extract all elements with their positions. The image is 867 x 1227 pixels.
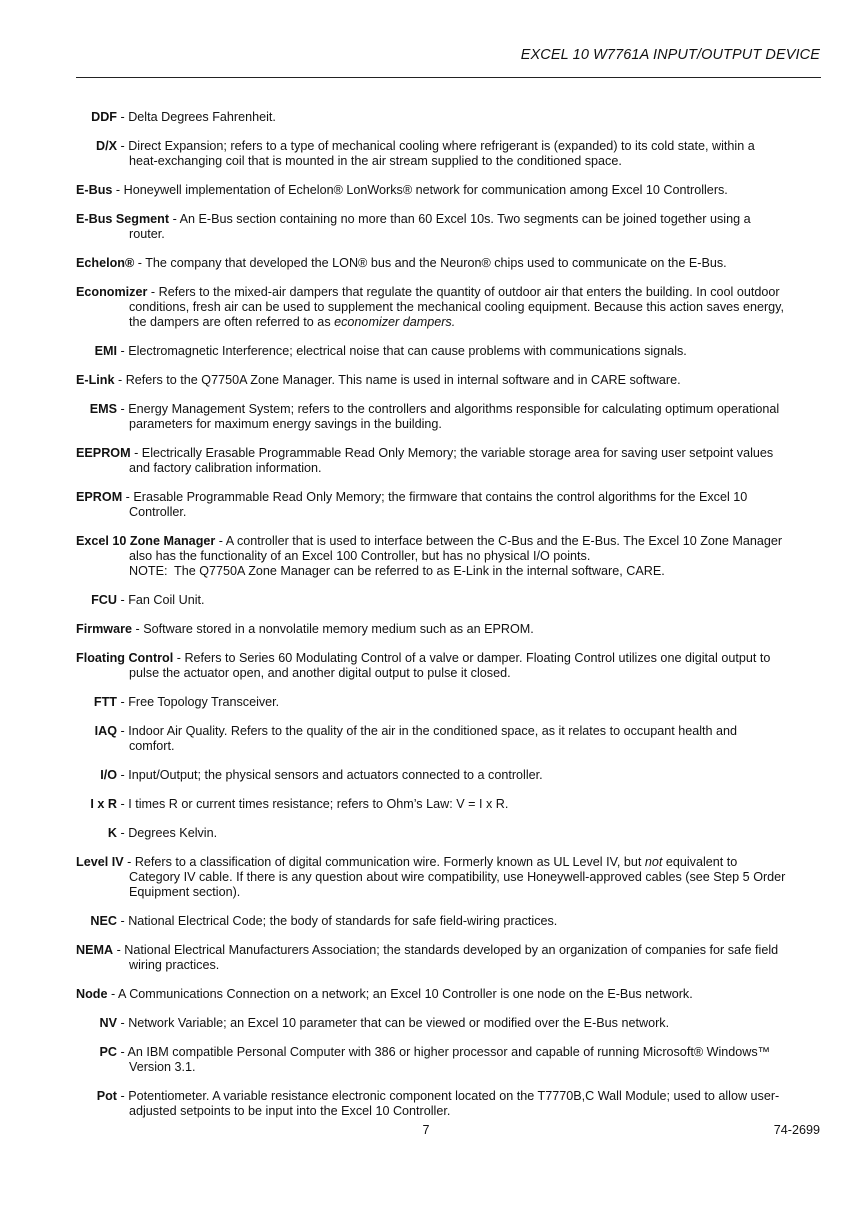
glossary-definition-text: conditions, fresh air can be used to supplement the mechanical cooling equipment. Because this action saves energy,: [129, 300, 785, 314]
glossary-term: Firmware: [76, 622, 132, 636]
glossary-definition-text: Category IV cable. If there is any question about wire compatibility, use Honeywell-approved cables (see Step 5 Order: [129, 870, 786, 884]
glossary-definition-text: Degrees Kelvin.: [128, 826, 218, 840]
glossary-emphasis: economizer dampers.: [334, 315, 456, 329]
glossary-definition-text: Network Variable; an Excel 10 parameter that can be viewed or modified over the E-Bus network.: [128, 1016, 670, 1030]
glossary-term: E-Bus Segment: [76, 212, 170, 226]
glossary-definition-text: equivalent to: [662, 855, 738, 869]
glossary-first-line: Excel 10 Zone Manager - A controller that is used to interface between the C-Bus and the E-Bus. The Excel 10 Zone Manager: [76, 534, 783, 548]
glossary-term: EPROM: [76, 490, 123, 504]
glossary-continuation-line: [76, 1104, 821, 1119]
glossary-entry: [76, 1045, 821, 1075]
glossary-continuation-line: [76, 1060, 821, 1075]
glossary-term: NV: [99, 1016, 117, 1030]
glossary-definition-text: Refers to a classification of digital communication wire. Formerly known as UL Level IV, but: [134, 855, 645, 869]
glossary-entry: [76, 724, 821, 754]
glossary-definition-text: pulse the actuator open, and another digital output to pulse it closed.: [129, 666, 511, 680]
glossary-definition-text: wiring practices.: [129, 958, 220, 972]
glossary-definition-text: and factory calibration information.: [129, 461, 322, 475]
glossary-continuation-line: [76, 154, 821, 169]
glossary-continuation-line: [76, 885, 821, 900]
glossary-definition-text: Input/Output; the physical sensors and actuators connected to a controller.: [128, 768, 543, 782]
glossary-term: E-Link: [76, 373, 115, 387]
glossary-continuation-line: [76, 870, 821, 885]
glossary-entry: [76, 183, 821, 198]
glossary-first-line: Floating Control - Refers to Series 60 Modulating Control of a valve or damper. Floating Control utilizes one digital output to: [76, 651, 771, 665]
glossary-entry: [76, 1089, 821, 1119]
glossary-definition-text: Controller.: [129, 505, 187, 519]
glossary-definition-text: Equipment section).: [129, 885, 241, 899]
glossary-first-line: NV - Network Variable; an Excel 10 parameter that can be viewed or modified over the E-Bus network.: [76, 1016, 821, 1031]
glossary-definition-text: The company that developed the LON® bus and the Neuron® chips used to communicate on the E-Bus.: [145, 256, 727, 270]
glossary-entry: [76, 826, 821, 841]
glossary-first-line: I x R - I times R or current times resistance; refers to Ohm’s Law: V = I x R.: [76, 797, 821, 812]
glossary-entry: [76, 402, 821, 432]
glossary-first-line: PC - An IBM compatible Personal Computer with 386 or higher processor and capable of running Microsoft® Windows™: [76, 1045, 821, 1060]
glossary-continuation-line: [76, 417, 821, 432]
glossary-definition-text: An IBM compatible Personal Computer with 386 or higher processor and capable of running Microsoft® Windows™: [127, 1045, 771, 1059]
glossary-entry: [76, 855, 821, 900]
glossary-first-line: Economizer - Refers to the mixed-air dampers that regulate the quantity of outdoor air that enters the building. In cool outdoor: [76, 285, 780, 299]
glossary-entry: [76, 943, 821, 973]
document-number: 74-2699: [773, 1123, 820, 1137]
glossary-entry: [76, 622, 821, 637]
glossary-continuation-line: [76, 666, 821, 681]
glossary-continuation-line: [76, 315, 821, 330]
glossary-definition-text: Free Topology Transceiver.: [128, 695, 280, 709]
glossary-term: Floating Control: [76, 651, 174, 665]
glossary-definition-text: Indoor Air Quality. Refers to the quality of the air in the conditioned space, as it relates to occupant health and: [128, 724, 738, 738]
glossary-first-line: E-Bus Segment - An E-Bus section containing no more than 60 Excel 10s. Two segments can be joined together using a: [76, 212, 751, 226]
glossary-continuation-line: [76, 958, 821, 973]
glossary-definition-text: Fan Coil Unit.: [128, 593, 205, 607]
glossary-first-line: EMI - Electromagnetic Interference; electrical noise that can cause problems with communications signals.: [76, 344, 821, 359]
glossary-term: Level IV: [76, 855, 124, 869]
glossary-definition-text: Potentiometer. A variable resistance electronic component located on the T7770B,C Wall Module; used to allow user-: [128, 1089, 780, 1103]
glossary-definition-text: Version 3.1.: [129, 1060, 196, 1074]
glossary-definition-text: National Electrical Code; the body of standards for safe field-wiring practices.: [128, 914, 558, 928]
header-divider: [76, 77, 821, 78]
glossary-definition-text: Honeywell implementation of Echelon® LonWorks® network for communication among Excel 10 Controllers.: [123, 183, 728, 197]
glossary-first-line: K - Degrees Kelvin.: [76, 826, 821, 841]
glossary-definition-text: also has the functionality of an Excel 100 Controller, but has no physical I/O points.: [129, 549, 591, 563]
page-number: 7: [422, 1123, 430, 1137]
glossary-first-line: Echelon® - The company that developed the LON® bus and the Neuron® chips used to communicate on the E-Bus.: [76, 256, 727, 270]
glossary-note: [76, 564, 821, 579]
glossary-definition-text: adjusted setpoints to be input into the Excel 10 Controller.: [129, 1104, 451, 1118]
glossary-definition-text: Electrically Erasable Programmable Read Only Memory; the variable storage area for saving user setpoint values: [141, 446, 774, 460]
glossary-term: I x R: [90, 797, 117, 811]
glossary-first-line: EPROM - Erasable Programmable Read Only Memory; the firmware that contains the control algorithms for the Excel 10: [76, 490, 748, 504]
glossary-first-line: IAQ - Indoor Air Quality. Refers to the quality of the air in the conditioned space, as it relates to occupant health and: [76, 724, 821, 739]
note-label: NOTE:: [129, 564, 168, 578]
glossary-entry: [76, 651, 821, 681]
glossary-entry: [76, 768, 821, 783]
glossary-term: IAQ: [94, 724, 117, 738]
glossary-term: Pot: [96, 1089, 117, 1103]
glossary-first-line: Firmware - Software stored in a nonvolatile memory medium such as an EPROM.: [76, 622, 534, 636]
glossary-entry: [76, 285, 821, 330]
glossary-continuation-line: [76, 461, 821, 476]
glossary-first-line: D/X - Direct Expansion; refers to a type of mechanical cooling where refrigerant is (expanded) to its cold state, within a: [76, 139, 821, 154]
glossary-definition-text: Energy Management System; refers to the controllers and algorithms responsible for calculating optimum operational: [128, 402, 780, 416]
glossary-entry: [76, 987, 821, 1002]
glossary-definition-text: Refers to the Q7750A Zone Manager. This name is used in internal software and in CARE software.: [125, 373, 681, 387]
glossary-continuation-line: [76, 549, 821, 564]
glossary-definition-text: Refers to the mixed-air dampers that regulate the quantity of outdoor air that enters the building. In cool outdoor: [158, 285, 780, 299]
glossary-first-line: Node - A Communications Connection on a network; an Excel 10 Controller is one node on the E-Bus network.: [76, 987, 693, 1001]
glossary-definition-text: An E-Bus section containing no more than 60 Excel 10s. Two segments can be joined together using a: [179, 212, 751, 226]
glossary-first-line: E-Bus - Honeywell implementation of Echelon® LonWorks® network for communication among Excel 10 Controllers.: [76, 183, 728, 197]
glossary-definition-text: Erasable Programmable Read Only Memory; the firmware that contains the control algorithms for the Excel 10: [133, 490, 748, 504]
glossary-term: EEPROM: [76, 446, 131, 460]
glossary-definition-text: the dampers are often referred to as: [129, 315, 335, 329]
glossary-term: Economizer: [76, 285, 148, 299]
glossary-first-line: I/O - Input/Output; the physical sensors and actuators connected to a controller.: [76, 768, 821, 783]
glossary-term: E-Bus: [76, 183, 113, 197]
glossary-definition-text: A Communications Connection on a network; an Excel 10 Controller is one node on the E-Bus network.: [117, 987, 693, 1001]
glossary-entry: [76, 344, 821, 359]
glossary-entry: [76, 490, 821, 520]
glossary-entry: [76, 797, 821, 812]
glossary-entry: [76, 373, 821, 388]
glossary-first-line: Level IV - Refers to a classification of digital communication wire. Formerly known as UL Level IV, but not equivalent to: [76, 855, 738, 869]
glossary-definition-text: Delta Degrees Fahrenheit.: [128, 110, 276, 124]
glossary-entry: [76, 110, 821, 125]
page-header-title: EXCEL 10 W7761A INPUT/OUTPUT DEVICE: [520, 47, 820, 63]
glossary-term: EMI: [94, 344, 117, 358]
glossary-term: D/X: [96, 139, 117, 153]
glossary-entry: [76, 139, 821, 169]
glossary-definition-text: Software stored in a nonvolatile memory medium such as an EPROM.: [143, 622, 534, 636]
glossary-term: Node: [76, 987, 108, 1001]
glossary-definition-text: National Electrical Manufacturers Association; the standards developed by an organization of companies for safe field: [124, 943, 779, 957]
glossary-entry: [76, 914, 821, 929]
glossary-entry: [76, 256, 821, 271]
glossary-first-line: NEMA - National Electrical Manufacturers Association; the standards developed by an organization of companies for safe field: [76, 943, 779, 957]
glossary-definition-text: router.: [129, 227, 165, 241]
glossary-continuation-line: [76, 227, 821, 242]
glossary-first-line: NEC - National Electrical Code; the body of standards for safe field-wiring practices.: [76, 914, 821, 929]
glossary-entry: [76, 593, 821, 608]
glossary-definition-text: A controller that is used to interface between the C-Bus and the E-Bus. The Excel 10 Zone Manager: [225, 534, 783, 548]
glossary-term: Echelon®: [76, 256, 135, 270]
glossary-term: I/O: [100, 768, 117, 782]
glossary-first-line: EEPROM - Electrically Erasable Programmable Read Only Memory; the variable storage area for saving user setpoint values: [76, 446, 774, 460]
glossary-definition-text: Direct Expansion; refers to a type of mechanical cooling where refrigerant is (expanded) to its cold state, within a: [128, 139, 755, 153]
glossary-term: PC: [99, 1045, 117, 1059]
glossary-first-line: EMS - Energy Management System; refers to the controllers and algorithms responsible for calculating optimum operational: [76, 402, 821, 417]
glossary-term: FCU: [91, 593, 117, 607]
glossary-entry: [76, 1016, 821, 1031]
glossary-term: Excel 10 Zone Manager: [76, 534, 216, 548]
glossary-continuation-line: [76, 300, 821, 315]
glossary-term: EMS: [89, 402, 117, 416]
glossary-entry: [76, 212, 821, 242]
glossary-definition-text: parameters for maximum energy savings in the building.: [129, 417, 442, 431]
glossary-term: K: [107, 826, 117, 840]
glossary-entry: [76, 534, 821, 579]
glossary-first-line: FCU - Fan Coil Unit.: [76, 593, 821, 608]
glossary-definition-text: comfort.: [129, 739, 175, 753]
glossary-definition-text: I times R or current times resistance; refers to Ohm’s Law: V = I x R.: [128, 797, 509, 811]
glossary-entry: [76, 695, 821, 710]
glossary-term: NEC: [90, 914, 117, 928]
glossary-emphasis: not: [644, 855, 663, 869]
glossary-first-line: FTT - Free Topology Transceiver.: [76, 695, 821, 710]
glossary-entry: [76, 446, 821, 476]
glossary-term: NEMA: [76, 943, 114, 957]
glossary-first-line: E-Link - Refers to the Q7750A Zone Manager. This name is used in internal software and in CARE software.: [76, 373, 681, 387]
glossary-definition-text: Refers to Series 60 Modulating Control of a valve or damper. Floating Control utilizes one digital output to: [184, 651, 771, 665]
glossary-continuation-line: [76, 505, 821, 520]
glossary-term: DDF: [91, 110, 117, 124]
glossary-list: [76, 110, 821, 1133]
glossary-definition-text: Electromagnetic Interference; electrical noise that can cause problems with communications signals.: [128, 344, 687, 358]
glossary-continuation-line: [76, 739, 821, 754]
glossary-term: FTT: [93, 695, 117, 709]
glossary-definition-text: heat-exchanging coil that is mounted in the air stream supplied to the conditioned space.: [129, 154, 622, 168]
glossary-first-line: DDF - Delta Degrees Fahrenheit.: [76, 110, 821, 125]
note-text: The Q7750A Zone Manager can be referred to as E-Link in the internal software, CARE.: [174, 564, 665, 578]
glossary-first-line: Pot - Potentiometer. A variable resistance electronic component located on the T7770B,C Wall Module; used to allow user-: [76, 1089, 821, 1104]
